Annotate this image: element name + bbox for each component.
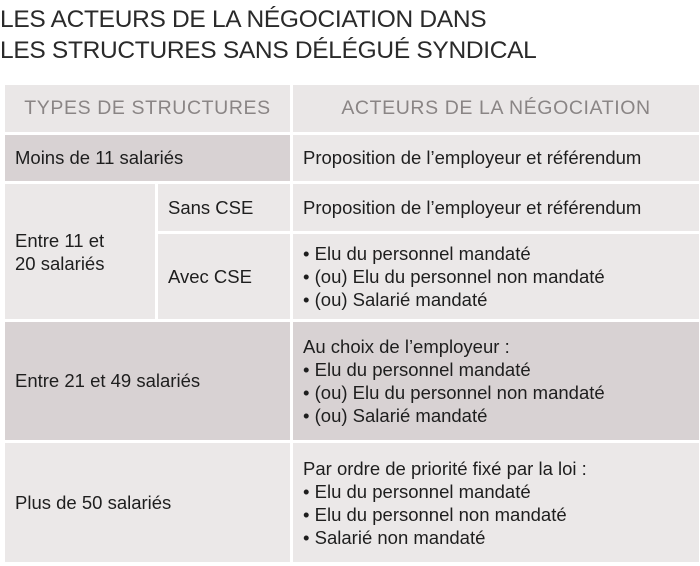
list-item: • (ou) Salarié mandaté <box>303 288 699 311</box>
header-types-structures: TYPES DE STRUCTURES <box>4 84 292 134</box>
structure-entre-11-20-line-2: 20 salariés <box>15 252 105 274</box>
list-item: • Elu du personnel mandaté <box>303 358 699 381</box>
label-avec-cse: Avec CSE <box>157 233 292 321</box>
header-acteurs-negociation: ACTEURS DE LA NÉGOCIATION <box>292 84 700 134</box>
structure-entre-11-20-line-1: Entre 11 et <box>15 229 105 251</box>
acteurs-plus-50 <box>292 442 700 564</box>
list-item: • Elu du personnel mandaté <box>303 242 699 265</box>
acteurs-avec-cse <box>292 233 700 321</box>
title-line-2: LES STRUCTURES SANS DÉLÉGUÉ SYNDICAL <box>0 37 537 64</box>
acteurs-sans-cse: Proposition de l’employeur et référendum <box>292 183 700 233</box>
structure-entre-21-49: Entre 21 et 49 salariés <box>4 321 292 442</box>
acteurs-moins-11: Proposition de l’employeur et référendum <box>292 134 700 183</box>
list-item: • (ou) Elu du personnel non mandaté <box>303 381 699 404</box>
intro-text: Par ordre de priorité fixé par la loi : <box>303 457 587 479</box>
structure-entre-11-20 <box>4 183 157 321</box>
label-sans-cse: Sans CSE <box>157 183 292 233</box>
list-item: • (ou) Elu du personnel non mandaté <box>303 265 699 288</box>
page-title <box>0 4 700 66</box>
list-item: • Elu du personnel mandaté <box>303 480 699 503</box>
list-item: • Elu du personnel non mandaté <box>303 503 699 526</box>
intro-text: Au choix de l’employeur : <box>303 336 510 357</box>
table-row-sans-cse <box>4 183 700 233</box>
title-line-1: LES ACTEURS DE LA NÉGOCIATION DANS <box>0 6 487 33</box>
negotiation-actors-table <box>2 82 700 565</box>
structure-moins-11: Moins de 11 salariés <box>4 134 292 183</box>
header-row <box>4 84 700 134</box>
table-row-moins-11 <box>4 134 700 183</box>
list-item: • Salarié non mandaté <box>303 526 699 549</box>
structure-plus-50: Plus de 50 salariés <box>4 442 292 564</box>
table-row-plus-50 <box>4 442 700 564</box>
acteurs-entre-21-49 <box>292 321 700 442</box>
table-row-entre-21-49 <box>4 321 700 442</box>
list-item: • (ou) Salarié mandaté <box>303 404 699 427</box>
